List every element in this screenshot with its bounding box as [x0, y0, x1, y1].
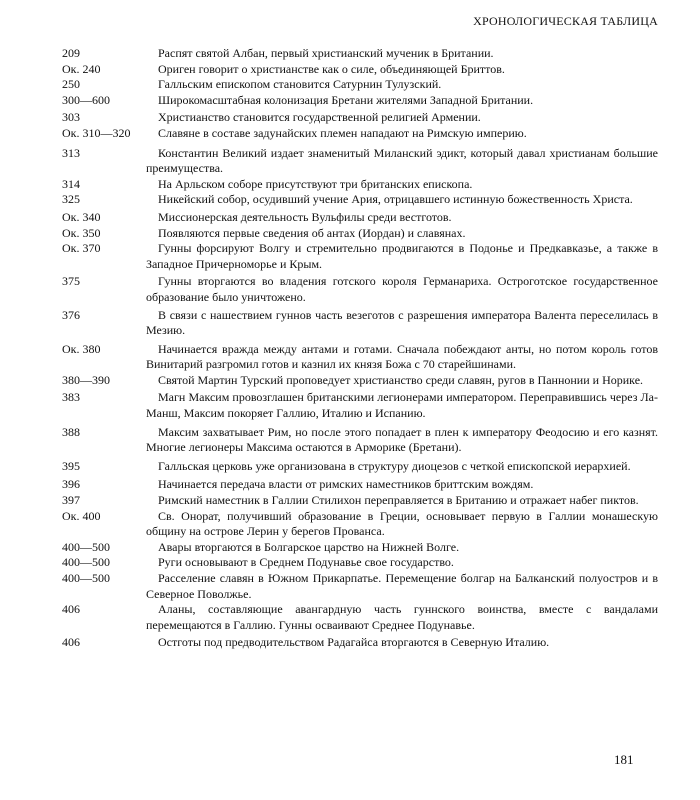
chronology-entry [62, 241, 658, 272]
entry-date: 388 [62, 424, 80, 439]
entry-date: 400—500 [62, 555, 110, 570]
entry-date: Ок. 400 [62, 508, 101, 523]
entry-date: Ок. 340 [62, 209, 101, 224]
entry-date: Ок. 380 [62, 341, 101, 356]
chronology-entry [62, 177, 658, 193]
chronology-entry [62, 493, 658, 509]
entry-date: 250 [62, 77, 80, 92]
entry-text: Св. Онорат, получивший образование в Греции, основывает первую в Галлии монашескую общину на острове Лерин у берегов Прованса. [146, 508, 658, 539]
entry-text: Широкомасштабная колонизация Бретани жителями Западной Британии. [158, 92, 534, 107]
chronology-entry [62, 425, 658, 456]
entry-date: 406 [62, 635, 80, 650]
entry-date: 406 [62, 602, 80, 617]
chronology-entry [62, 509, 658, 540]
entry-date: Ок. 350 [62, 225, 101, 240]
chronology-entry [62, 110, 658, 126]
entry-date: 395 [62, 458, 80, 473]
chronology-entry [62, 226, 658, 242]
chronology-entry [62, 126, 658, 142]
entry-text: Начинается вражда между антами и готами. Сначала побеждают анты, но потом король готов Винитарий разгромил готов и казнил их князя Божа с 70 старейшинами. [146, 341, 658, 372]
entry-text: Распят святой Албан, первый христианский мученик в Британии. [158, 46, 494, 60]
chronology-entry [62, 390, 658, 421]
chronology-entry [62, 308, 658, 339]
chronology-entry [62, 540, 658, 556]
entry-text: Магн Максим провозглашен британскими легионерами императором. Переправившись через Ла-Манш, Максим покоряет Галлию, Италию и Испанию. [146, 390, 658, 421]
chronology-entry [62, 342, 658, 373]
entry-text: Появляются первые сведения об антах (Иордан) и славянах. [158, 225, 466, 240]
entry-text: Аланы, составляющие авангардную часть гуннского воинства, вместе с вандалами перемещаются в Галлию. Гунны осваивают Среднее Подунавье. [146, 602, 658, 632]
chronology-entry [62, 77, 658, 93]
entry-date: 400—500 [62, 539, 110, 554]
chronology-entry [62, 210, 658, 226]
chronology-entry [62, 274, 658, 305]
entry-date: 396 [62, 477, 80, 492]
entry-text: Руги основывают в Среднем Подунавье свое государство. [158, 555, 454, 570]
entry-text: В связи с нашествием гуннов часть везеготов с разрешения императора Валента переселилась в Мезию. [146, 307, 658, 338]
entry-date: 383 [62, 390, 80, 405]
entry-text: Начинается передача власти от римских наместников бриттским вождям. [158, 477, 534, 492]
entry-text: Святой Мартин Турский проповедует христианство среди славян, ругов в Паннонии и Норике. [158, 372, 644, 387]
entry-text: Миссионерская деятельность Вульфилы среди вестготов. [158, 209, 452, 224]
entry-date: 300—600 [62, 92, 110, 107]
entry-text: На Арльском соборе присутствуют три британских епископа. [158, 176, 473, 191]
running-header: ХРОНОЛОГИЧЕСКАЯ ТАБЛИЦА [473, 14, 658, 28]
chronology-entry [62, 635, 658, 651]
entry-text: Никейский собор, осудивший учение Ария, отрицавшего истинную божественность Христа. [158, 192, 633, 207]
entry-date: Ок. 310—320 [62, 125, 131, 140]
chronology-entry [62, 459, 658, 475]
entry-text: Галльская церковь уже организована в структуру диоцезов с четкой епископской иерархией. [158, 458, 631, 473]
entry-text: Авары вторгаются в Болгарское царство на Нижней Волге. [158, 539, 460, 554]
entry-date: 375 [62, 274, 80, 289]
entry-date: 376 [62, 307, 80, 322]
entry-text: Остготы под предводительством Радагайса вторгаются в Северную Италию. [158, 635, 550, 650]
entry-date: 313 [62, 145, 80, 160]
entry-text: Расселение славян в Южном Прикарпатье. Перемещение болгар на Балканский полуостров и в Северное Поволжье. [146, 571, 658, 601]
chronology-entry [62, 46, 658, 62]
chronology-entry [62, 192, 658, 208]
entry-text: Христианство становится государственной религией Армении. [158, 110, 481, 125]
entry-text: Римский наместник в Галлии Стилихон переправляется в Британию и отражает набег пиктов. [158, 493, 639, 508]
page-number: 181 [614, 752, 634, 767]
entry-text: Максим захватывает Рим, но после этого попадает в плен к императору Феодосию и его казнят. Многие легионеры Максима остаются в Арморике (Бретани). [146, 424, 658, 455]
chronology-table [62, 46, 658, 651]
entry-date: 397 [62, 493, 80, 508]
chronology-entry [62, 571, 658, 602]
entry-text: Галльским епископом становится Сатурнин Тулузский. [158, 77, 442, 92]
entry-text: Константин Великий издает знаменитый Миланский эдикт, который давал христианам большие преимущества. [146, 145, 658, 176]
entry-date: 380—390 [62, 372, 110, 387]
chronology-entry [62, 146, 658, 177]
chronology-entry [62, 62, 658, 78]
chronology-entry [62, 477, 658, 493]
entry-date: 325 [62, 192, 80, 207]
entry-date: Ок. 240 [62, 61, 101, 76]
entry-text: Ориген говорит о христианстве как о силе, объединяющей Бриттов. [158, 61, 505, 76]
entry-date: 209 [62, 46, 80, 60]
entry-date: 303 [62, 110, 80, 125]
entry-text: Славяне в составе задунайских племен нападают на Римскую империю. [158, 125, 527, 140]
entry-date: 314 [62, 176, 80, 191]
entry-text: Гунны вторгаются во владения готского короля Германариха. Остроготское государственное образование было уничтожено. [146, 274, 658, 304]
chronology-entry [62, 555, 658, 571]
entry-text: Гунны форсируют Волгу и стремительно продвигаются в Подонье и Предкавказье, а также в Западное Причерноморье и Крым. [146, 241, 658, 271]
chronology-entry [62, 602, 658, 633]
chronology-entry [62, 93, 658, 109]
chronology-entry [62, 373, 658, 389]
entry-date: 400—500 [62, 571, 110, 585]
entry-date: Ок. 370 [62, 241, 101, 256]
